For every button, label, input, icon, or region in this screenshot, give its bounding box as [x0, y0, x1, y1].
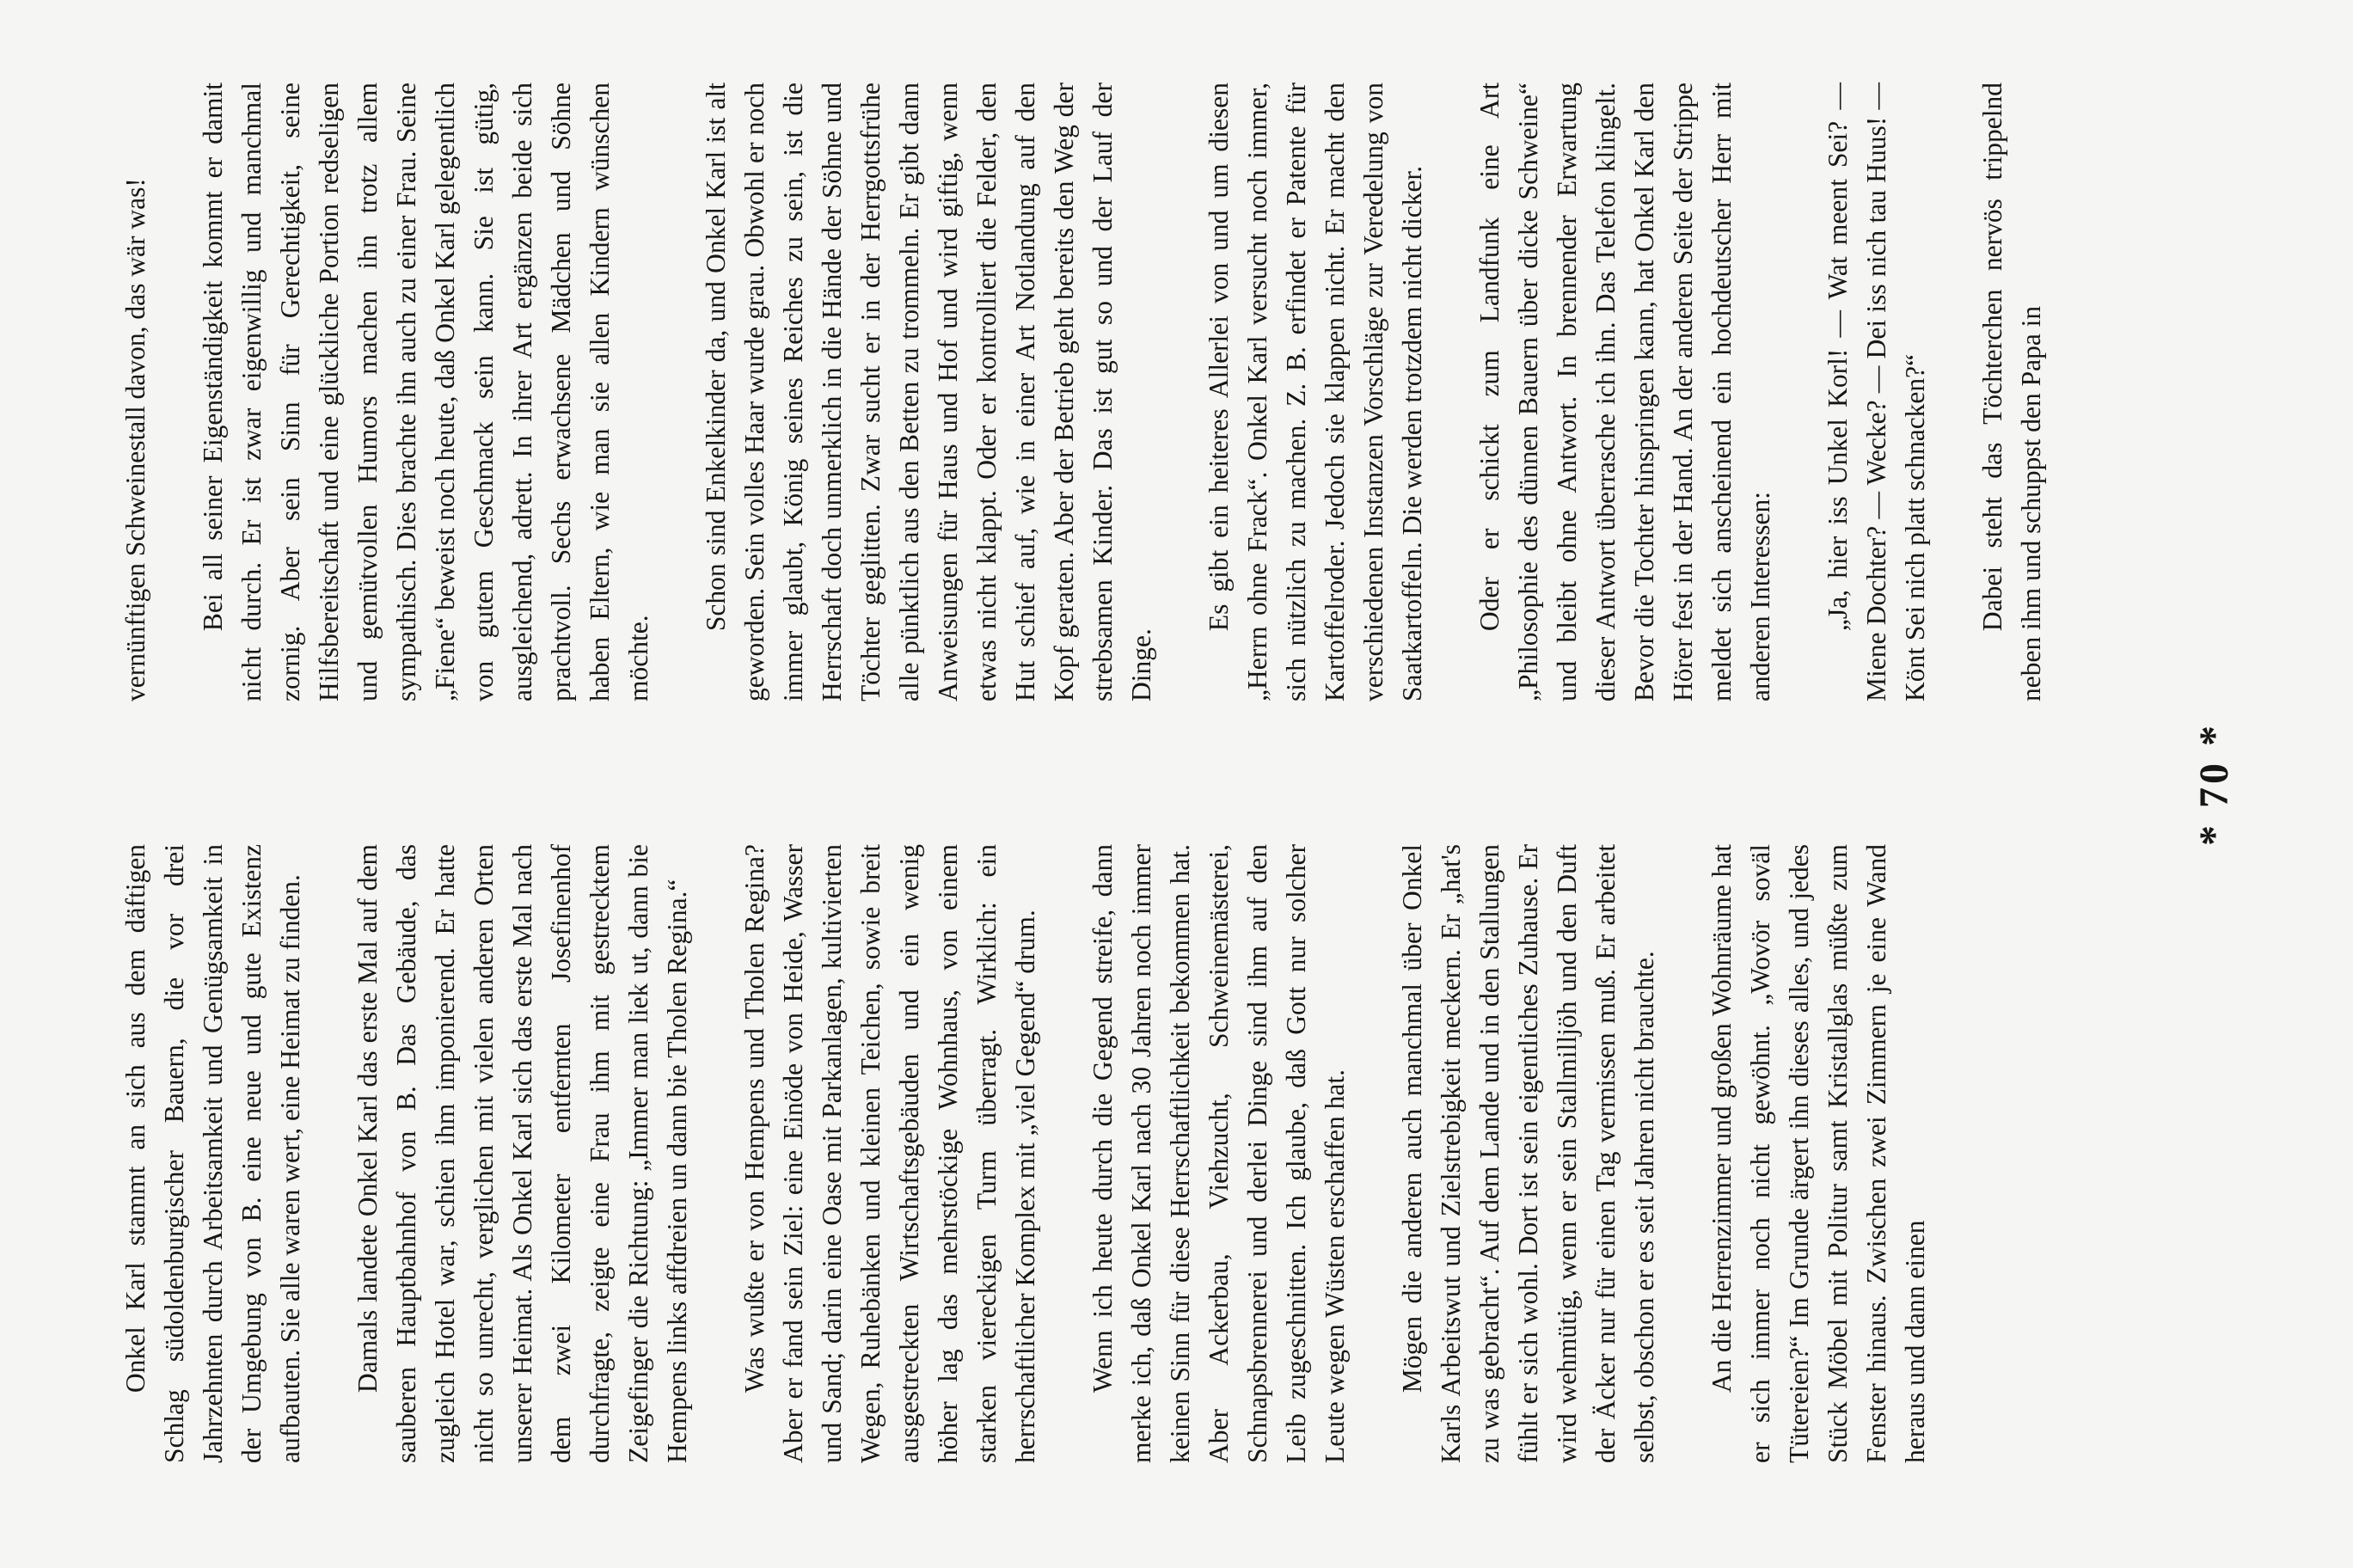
- paragraph: Bei all seiner Eigenständigkeit kommt er damit nicht durch. Er ist zwar eigenwillig und manchmal zornig. Aber sein Sinn für Gerechtigkeit, seine Hilfsbereitschaft und eine glückliche Portion redseligen und gemütvollen Humors machen ihn trotz allem sympathisch. Dies brachte ihn auch zu einer Frau. Seine „Fiene“ beweist noch heute, daß Onkel Karl gelegentlich von gutem Geschmack sein kann. Sie ist gütig, ausgleichend, adrett. In ihrer Art ergänzen beide sich prachtvoll. Sechs erwachsene Mädchen und Söhne haben Eltern, wie man sie allen Kindern wünschen möchte.: [198, 83, 653, 701]
- paragraph: Dabei steht das Töchterchen nervös trippelnd neben ihm und schuppst den Papa in: [1977, 83, 2046, 701]
- paragraph: Onkel Karl stammt an sich aus dem däftigen Schlag südoldenburgischer Bauern, die vor drei Jahrzehnten durch Arbeitsamkeit und Genügsamkeit in der Umgebung von B. eine neue und gute Existenz aufbauten. Sie alle waren wert, eine Heimat zu finden.: [120, 844, 305, 1463]
- page-number: * 70 *: [2191, 722, 2237, 846]
- paragraph: Damals landete Onkel Karl das erste Mal auf dem sauberen Hauptbahnhof von B. Das Gebäude, das zugleich Hotel war, schien ihm imponierend. Er hatte nicht so unrecht, verglichen mit vielen anderen Orten unserer Heimat. Als Onkel Karl sich das erste Mal nach dem zwei Kilometer entfernten Josefinenhof durchfragte, zeigte eine Frau ihm mit gestrecktem Zeigefinger die Richtung: „Immer man liek ut, dann bie Hempens links affdreien un dann bie Tholen Regina.“: [352, 844, 692, 1463]
- paragraph: Mögen die anderen auch manchmal über Onkel Karls Arbeitswut und Zielstrebigkeit meckern. Er „hat's zu was gebracht“. Auf dem Lande und in den Stallungen fühlt er sich wohl. Dort ist sein eigentliches Zuhause. Er wird wehmütig, wenn er sein Stallmilljöh und den Duft der Äcker nur für einen Tag vermissen muß. Er arbeitet selbst, obschon er es seit Jahren nicht brauchte.: [1397, 844, 1659, 1463]
- paragraph: An die Herrenzimmer und großen Wohnräume hat er sich immer noch nicht gewöhnt. „Wovör soväl Tütereien?“ Im Grunde ärgert ihn dieses alles, und jedes Stück Möbel mit Politur samt Kristallglas müßte zum Fenster hinaus. Zwischen zwei Zimmern je eine Wand heraus und dann einen: [1707, 844, 1930, 1463]
- text-column-left: [116, 844, 1934, 1463]
- paragraph: Oder er schickt zum Landfunk eine Art „Philosophie des dünnen Bauern über dicke Schweine“ und bleibt ohne Antwort. In brennender Erwartung dieser Antwort überrasche ich ihn. Das Telefon klingelt. Bevor die Tochter hinspringen kann, hat Onkel Karl den Hörer fest in der Hand. An der anderen Seite der Strippe meldet sich anscheinend ein hochdeutscher Herr mit anderen Interessen:: [1474, 83, 1775, 701]
- paragraph: Schon sind Enkelkinder da, und Onkel Karl ist alt geworden. Sein volles Haar wurde grau. Obwohl er noch immer glaubt, König seines Reiches zu sein, ist die Herrschaft doch unmerklich in die Hände der Söhne und Töchter geglitten. Zwar sucht er in der Herrgottsfrühe alle pünktlich aus den Betten zu trommeln. Er gibt dann Anweisungen für Haus und Hof und wird giftig, wenn etwas nicht klappt. Oder er kontrolliert die Felder, den Hut schief auf, wie in einer Art Notlandung auf den Kopf geraten. Aber der Betrieb geht bereits den Weg der strebsamen Kinder. Das ist gut so und der Lauf der Dinge.: [701, 83, 1156, 701]
- paragraph: Was wußte er von Hempens und Tholen Regina? Aber er fand sein Ziel: eine Einöde von Heide, Wasser und Sand; darin eine Oase mit Parkanlagen, kultivierten Wegen, Ruhebänken und kleinen Teichen, sowie breit ausgestreckten Wirtschaftsgebäuden und ein wenig höher lag das mehrstöckige Wohnhaus, von einem starken viereckigen Turm überragt. Wirklich: ein herrschaftlicher Komplex mit „viel Gegend“ drum.: [739, 844, 1040, 1463]
- paragraph: „Ja, hier iss Unkel Korl! — Wat meent Sei? — Miene Dochter? — Wecke? — Dei iss nich tau Huus! — Könt Sei nich platt schnacken?“: [1823, 83, 1930, 701]
- paragraph: Wenn ich heute durch die Gegend streife, dann merke ich, daß Onkel Karl nach 30 Jahren noch immer keinen Sinn für diese Herrschaftlichkeit bekommen hat. Aber Ackerbau, Viehzucht, Schweinemästerei, Schnapsbrennerei und derlei Dinge sind ihm auf den Leib zugeschnitten. Ich glaube, daß Gott nur solcher Leute wegen Wüsten erschaffen hat.: [1088, 844, 1350, 1463]
- paragraph: vernünftigen Schweinestall davon, das wär was!: [120, 178, 150, 701]
- paragraph: Es gibt ein heiteres Allerlei von und um diesen „Herrn ohne Frack“. Onkel Karl versucht noch immer, sich nützlich zu machen. Z. B. erfindet er Patente für Kartoffelroder. Jedoch sie klappen nicht. Er macht den verschiedenen Instanzen Vorschläge zur Veredelung von Saatkartoffeln. Die werden trotzdem nicht dicker.: [1204, 83, 1427, 701]
- text-column-right: [116, 83, 2050, 701]
